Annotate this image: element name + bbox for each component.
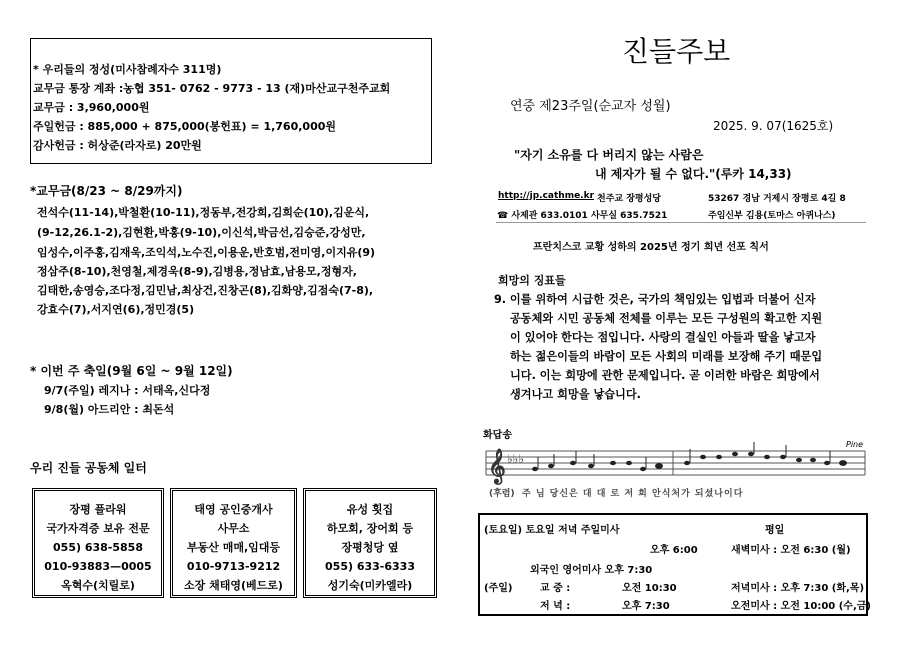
article-line-2: 공동체와 시민 공동체 전체를 이루는 모든 구성원의 확고한 지원 [510, 312, 823, 325]
sat-mass-time: 오후 6:00 [650, 545, 698, 556]
bulletin-title: 진들주보 [622, 35, 731, 68]
sunday-row-1-time: 오전 10:30 [622, 583, 677, 594]
parish-phone: ☎ 사제관 633.0101 사무실 635.7521 [497, 211, 668, 221]
gyomugeum-line-5: 김태한,송영승,조다정,김민남,최상건,진창곤(8),김화양,김점숙(7-8), [37, 284, 374, 297]
offering-account: 교무금 통장 계좌 :농협 351- 0762 - 9773 - 13 (재)마산교구천주교회 [33, 82, 391, 95]
business-card-realty-text [172, 500, 295, 595]
offering-thanks: 감사헌금 : 허상준(라자로) 20만원 [33, 139, 202, 152]
sunday-title: 연중 제23주일(순교자 성월) [510, 99, 671, 114]
offering-sunday: 주일헌금 : 885,000 + 875,000(봉헌표) = 1,760,000원 [33, 120, 337, 133]
article-line-3: 이 있어야 한다는 점입니다. 사랑의 결실인 아들과 딸을 낳고자 [510, 331, 816, 344]
feast-line-2: 9/8(월) 아드리안 : 최돈석 [44, 403, 175, 416]
psalm-label: 화답송 [483, 430, 512, 441]
feast-title: * 이번 주 축일(9월 6일 ~ 9월 12일) [30, 364, 233, 378]
issue-date: 2025. 9. 07(1625호) [713, 119, 834, 133]
card-line: 하모회, 장어회 등 [326, 522, 414, 535]
business-card-restaurant-text [305, 500, 435, 595]
card-line: 옥혁수(치릴로) [61, 579, 135, 592]
article-heading: 프란치스코 교황 성하의 2025년 정기 희년 선포 칙서 [533, 242, 769, 253]
card-line: 국가자격증 보유 전문 [46, 522, 150, 535]
feast-line-1: 9/7(주일) 레지나 : 서태옥,신다정 [44, 384, 211, 397]
sunday-row-1-name: 교 중 : [540, 583, 571, 594]
psalm-composer: Pine [846, 440, 864, 449]
card-line: 태영 공인중개사 [194, 503, 273, 516]
flat-signature-icon: ♭♭♭ [507, 452, 524, 466]
sunday-row-2-time: 오후 7:30 [622, 601, 670, 612]
card-line: 부동산 매매,임대등 [186, 541, 280, 554]
card-line: 장평청당 옆 [341, 541, 399, 554]
article-line-4: 하는 젊은이들의 바람이 모든 사회의 미래를 보장해 주기 때문입 [510, 350, 823, 363]
gyomugeum-line-4: 정삼주(8-10),천영철,제경욱(8-9),김병용,정남효,남용모,정형자, [37, 265, 357, 278]
gyomugeum-line-2: (9-12,26.1-2),김현환,박홍(9-10),이신석,박금선,김승준,강성만, [37, 226, 366, 239]
weekday-label: 평일 [765, 525, 785, 536]
parish-name: 천주교 장평성당 [597, 194, 661, 204]
article-line-5: 니다. 이는 희망에 관한 문제입니다. 곧 이러한 바람은 희망에서 [510, 369, 820, 382]
card-line: 유성 횟집 [346, 503, 394, 516]
community-title: 우리 진들 공동체 일터 [30, 461, 147, 475]
article-line-6: 생겨나고 희망을 낳습니다. [510, 388, 641, 401]
card-line: 사무소 [217, 522, 250, 535]
card-line: 010-9713-9212 [186, 560, 281, 573]
dawn-mass: 새벽미사 : 오전 6:30 (월) [731, 545, 851, 556]
card-line: 055) 633-6333 [325, 560, 415, 573]
gyomugeum-line-6: 강효수(7),서지연(6),정민경(5) [37, 303, 195, 316]
card-line: 소장 채태영(베드로) [184, 579, 283, 592]
psalm-lyric: 주 님 당신은 대 대 로 저 희 안식처가 되셨나이다 [522, 489, 744, 499]
article-line-1: 9. 이를 위하여 시급한 것은, 국가의 책임있는 입법과 더불어 신자 [494, 293, 816, 306]
card-line: 성기숙(미카엘라) [327, 579, 413, 592]
article-subheading: 희망의 징표들 [498, 274, 566, 287]
sunday-row-1-extra: 저녁미사 : 오후 7:30 (화,목) [731, 583, 865, 594]
card-line: 055) 638-5858 [53, 541, 143, 554]
card-line: 010-93883—0005 [44, 560, 152, 573]
gyomugeum-title: *교무금(8/23 ~ 8/29까지) [30, 184, 183, 198]
quote-line-2: 내 제자가 될 수 없다."(루카 14,33) [595, 167, 792, 181]
gyomugeum-line-1: 전석수(11-14),박철환(10-11),정동부,전강희,김희순(10),김운식, [37, 206, 370, 219]
parish-url[interactable]: http://jp.cathme.kr [498, 191, 595, 201]
offering-title: * 우리들의 정성(미사참례자수 311명) [33, 63, 222, 76]
treble-clef-icon: 𝄞 [488, 449, 506, 484]
psalm-lyric-prefix: (후렴) [489, 489, 515, 499]
pastor-name: 주임신부 김용(토마스 아퀴나스) [708, 211, 836, 221]
parish-address: 53267 경남 거제시 장평로 4길 8 [708, 194, 846, 204]
sunday-row-2-name: 저 녁 : [540, 601, 571, 612]
gyomugeum-line-3: 임성수,이주홍,김재욱,조익석,노수진,이용운,반호범,전미영,이지유(9) [37, 246, 376, 259]
foreign-mass: 외국인 영어미사 오후 7:30 [530, 565, 653, 576]
header-divider [496, 222, 866, 223]
business-card-flower-text [34, 500, 162, 595]
sunday-row-2-extra: 오전미사 : 오전 10:00 (수,금) [731, 601, 871, 612]
staff-lines [486, 451, 865, 475]
sunday-label: (주일) [484, 583, 513, 594]
quote-line-1: "자기 소유를 다 버리지 않는 사람은 [514, 148, 704, 162]
sat-mass-label: (토요일) 토요일 저녁 주일미사 [484, 525, 620, 536]
offering-gyomu: 교무금 : 3,960,000원 [33, 101, 150, 114]
card-line: 장평 플라워 [69, 503, 127, 516]
